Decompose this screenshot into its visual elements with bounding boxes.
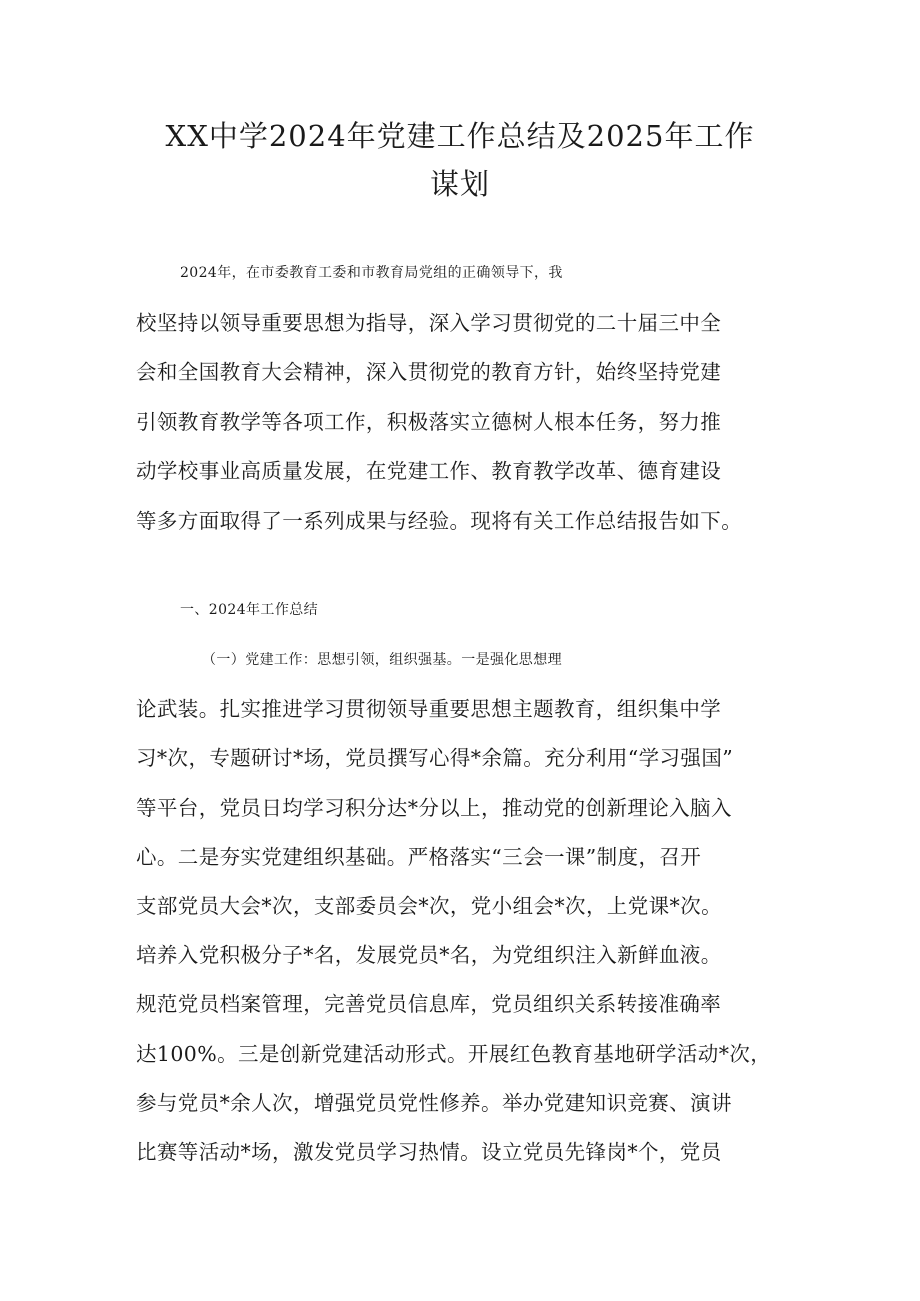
intro-paragraph-line: 引领教育教学等各项工作，积极落实立德树人根本任务，努力推 [136,410,722,434]
subsection-paragraph-line: 比赛等活动*场，激发党员学习热情。设立党员先锋岗*个，党员 [136,1140,722,1164]
subsection-paragraph-line: 培养入党积极分子*名，发展党员*名，为党组织注入新鲜血液。 [136,943,722,967]
subsection-paragraph-line: 心。二是夯实党建组织基础。严格落实“三会一课”制度，召开 [136,845,702,869]
subsection-paragraph-line: 等平台，党员日均学习积分达*分以上，推动党的创新理论入脑入 [136,796,732,820]
intro-paragraph-line: 2024年，在市委教育工委和市教育局党组的正确领导下，我 [180,265,563,281]
subsection-paragraph-line: 规范党员档案管理，完善党员信息库，党员组织关系转接准确率 [136,992,722,1016]
subsection-paragraph-line: 论武装。扎实推进学习贯彻领导重要思想主题教育，组织集中学 [136,697,722,721]
subsection-paragraph-line: 参与党员*余人次，增强党员党性修养。举办党建知识竞赛、演讲 [136,1091,732,1115]
intro-paragraph-line: 校坚持以领导重要思想为指导，深入学习贯彻党的二十届三中全 [136,311,722,335]
subsection-paragraph-line: 达100%。三是创新党建活动形式。开展红色教育基地研学活动*次， [136,1042,772,1066]
intro-paragraph-line: 等多方面取得了一系列成果与经验。现将有关工作总结报告如下。 [136,509,743,533]
subsection-paragraph-line: （一）党建工作：思想引领，组织强基。一是强化思想理 [202,652,562,668]
document-title-line1: XX中学2024年党建工作总结及2025年工作 [165,119,755,153]
subsection-paragraph-line: 习*次，专题研讨*场，党员撰写心得*余篇。充分利用“学习强国” [136,746,734,770]
section-heading: 一、2024年工作总结 [180,602,319,618]
subsection-paragraph-line: 支部党员大会*次，支部委员会*次，党小组会*次，上党课*次。 [136,894,722,918]
document-title-line2: 谋划 [429,167,490,201]
intro-paragraph-line: 会和全国教育大会精神，深入贯彻党的教育方针，始终坚持党建 [136,360,722,384]
intro-paragraph-line: 动学校事业高质量发展，在党建工作、教育教学改革、德育建设 [136,459,722,483]
